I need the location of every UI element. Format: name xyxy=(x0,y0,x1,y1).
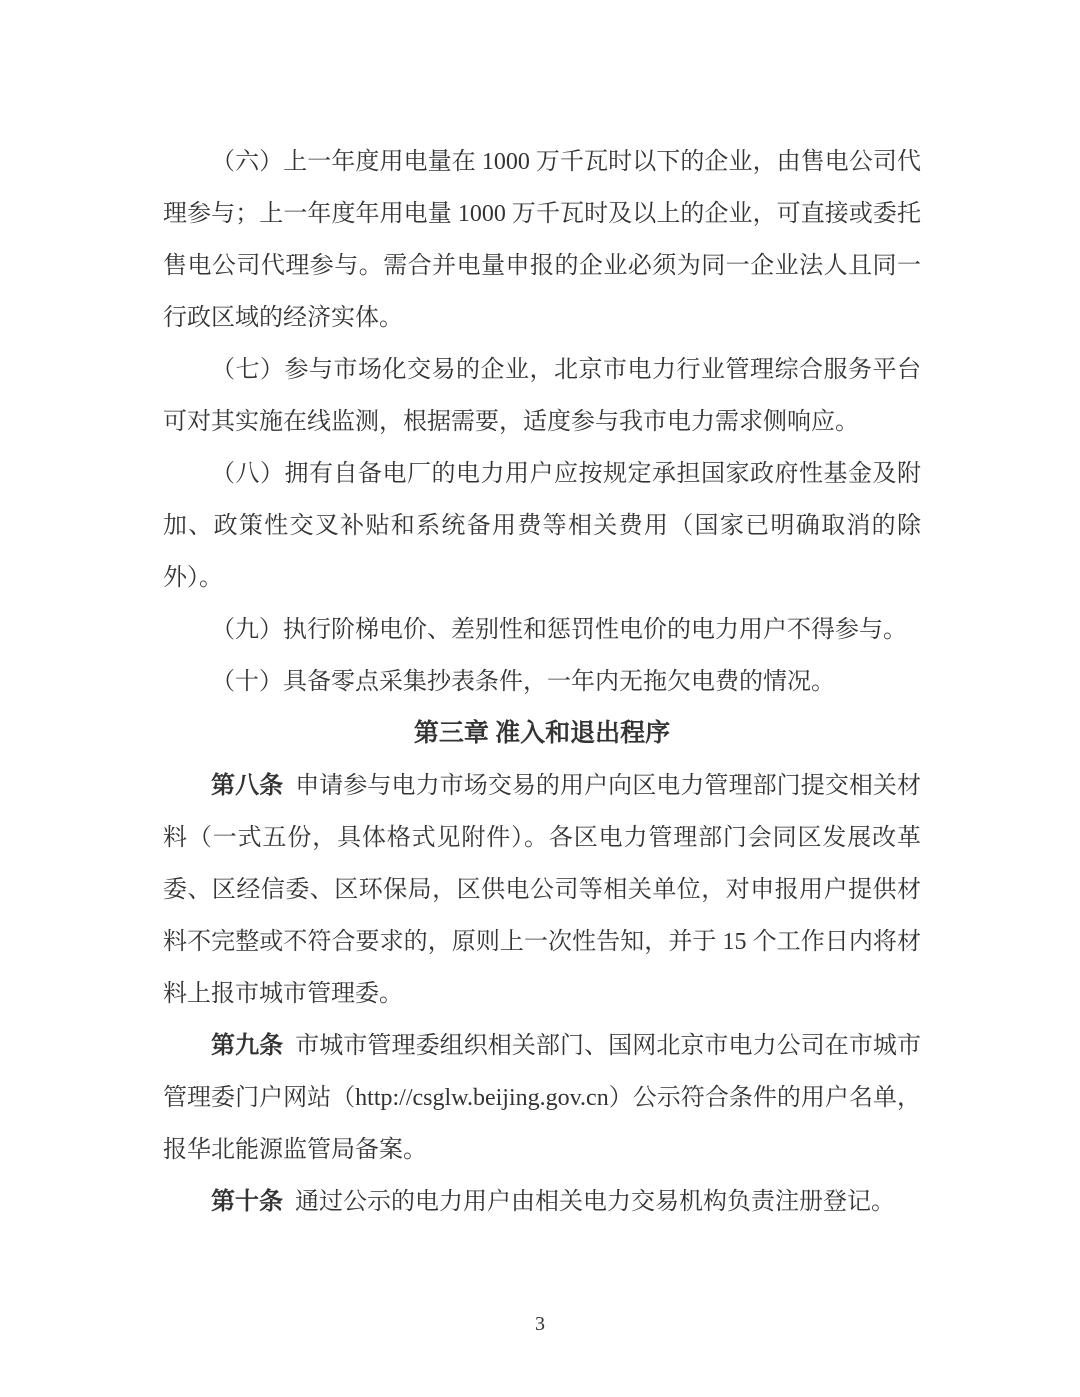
article-9-label: 第九条 xyxy=(211,1033,284,1059)
article-8-text: 申请参与电力市场交易的用户向区电力管理部门提交相关材料（一式五份，具体格式见附件）。各区电力管理部门会同区发展改革委、区经信委、区环保局，区供电公司等相关单位，对申报用户提供材料不完整或不符合要求的，原则上一次性告知，并于 15 个工作日内将材料上报市城市管理委。 xyxy=(163,773,922,1007)
paragraph-clause-9: （九）执行阶梯电价、差别性和惩罚性电价的电力用户不得参与。 xyxy=(211,617,907,643)
document-body xyxy=(163,136,921,1228)
article-10-text: 通过公示的电力用户由相关电力交易机构负责注册登记。 xyxy=(295,1189,895,1215)
paragraph-article-9 xyxy=(163,1020,921,1176)
paragraph-clause-10: （十）具备零点采集抄表条件，一年内无拖欠电费的情况。 xyxy=(211,669,835,695)
paragraph-clause-8: （八）拥有自备电厂的电力用户应按规定承担国家政府性基金及附加、政策性交叉补贴和系统备用费等相关费用（国家已明确取消的除外）。 xyxy=(163,461,921,591)
page-number: 3 xyxy=(535,1313,545,1335)
article-10-label: 第十条 xyxy=(211,1189,283,1215)
paragraph-clause-6: （六）上一年度用电量在 1000 万千瓦时以下的企业，由售电公司代理参与；上一年度年用电量 1000 万千瓦时及以上的企业，可直接或委托售电公司代理参与。需合并电量申报的企业必须为同一企业法人且同一行政区域的经济实体。 xyxy=(163,149,921,331)
article-8-label: 第八条 xyxy=(211,773,284,799)
paragraph-article-8 xyxy=(163,760,921,1020)
article-9-text: 市城市管理委组织相关部门、国网北京市电力公司在市城市管理委门户网站（http://csglw.beijing.gov.cn）公示符合条件的用户名单，报华北能源监管局备案。 xyxy=(163,1033,922,1163)
paragraph-clause-7: （七）参与市场化交易的企业，北京市电力行业管理综合服务平台可对其实施在线监测，根据需要，适度参与我市电力需求侧响应。 xyxy=(163,357,921,435)
chapter-heading: 第三章 准入和退出程序 xyxy=(413,720,671,747)
paragraph-article-10 xyxy=(163,1176,921,1228)
